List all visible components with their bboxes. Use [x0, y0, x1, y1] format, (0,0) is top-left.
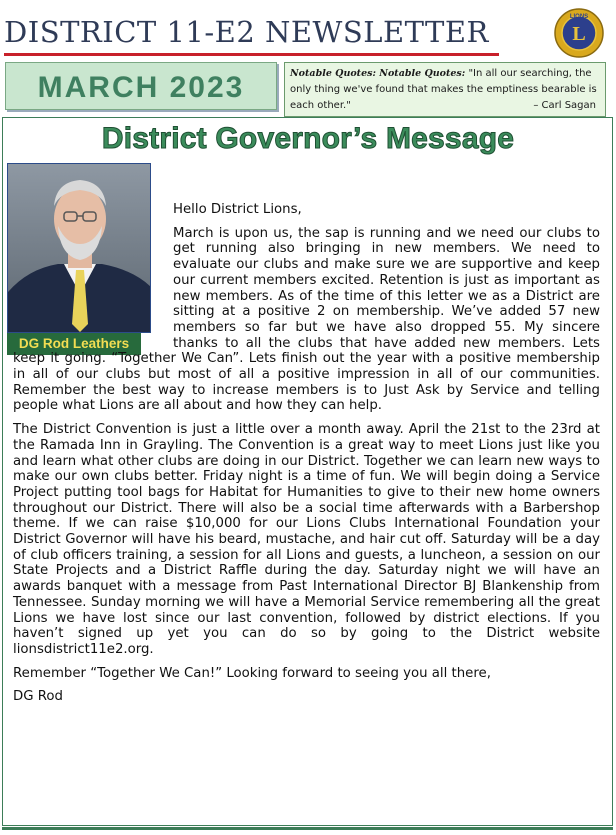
issue-date-box [5, 62, 277, 110]
article-heading: District Governor’s Message [101, 122, 515, 155]
signature: DG Rod [13, 689, 63, 705]
masthead-rule [4, 53, 499, 56]
article-body [13, 202, 600, 713]
paragraph-membership: March is upon us, the sap is running and we need our clubs to get running also bringing in new members. We need to evaluate our clubs and make sure we are supportive and keep our current members excited. Retention is just as important as new members. As of the time of this letter we as a District are sitting at a positive 2 on membership. We’ve added 57 new members so far but we have also dropped 55. My sincere thanks to all the clubs that have added new members. Lets keep it going. “Together We Can”. Lets finish out the year with a positive membership in all of our clubs but most of all a positive impression in all of our communities. Remember the best way to increase members is to Just Ask by Service and telling people what Lions are all about and how they can help. [13, 225, 600, 414]
logo-letter: L [572, 23, 586, 45]
newsletter-title: DISTRICT 11-E2 NEWSLETTER [4, 15, 489, 49]
paragraph-convention: The District Convention is just a little over a month away. April the 21st to the 23rd at the Ramada Inn in Grayling. The Convention is a great way to meet Lions just like you and learn what other clubs are doing in our District. Together we can learn new ways to make our own clubs better. Friday night is a time of fun. We will begin doing a Service Project putting tool bags for Habitat for Humanities to give to their new home owners throughout our District. There will also be a social time afterwards with a Barbershop theme. If we can raise $10,000 for our Lions Clubs International Foundation your District Governor will have his beard, mustache, and hair cut off. Saturday will be a day of club officers training, a session for all Lions and guests, a luncheon, a session on our State Projects and a District Raffle during the day. Saturday night we will have an awards banquet with a message from Past International Director BJ Blankenship from Tennessee. Sunday morning we will have a Memorial Service remembering all the great Lions we have lost since our last convention, followed by district elections. If you haven’t signed up yet you can do so by going to the District website lionsdistrict11e2.org. [13, 422, 600, 657]
issue-month: MARCH 2023 [37, 71, 245, 104]
photo-wrap-spacer [13, 202, 173, 337]
footer-rule [2, 827, 613, 830]
masthead [0, 0, 616, 62]
lions-logo-icon [553, 7, 605, 59]
quote-label: Notable Quotes: Notable Quotes: [290, 68, 466, 79]
photo-caption: DG Rod Leathers [7, 333, 141, 355]
logo-ring-text: LIONS [569, 14, 589, 20]
greeting: Hello District Lions, [173, 202, 302, 217]
quote-text: "In all our searching, the only thing we've found that makes the emptiness bearable is each other." [290, 68, 597, 111]
paragraph-closing: Remember “Together We Can!” Looking forward to seeing you all there, [13, 665, 491, 681]
quote-author: – Carl Sagan [533, 100, 596, 111]
notable-quote-box [284, 62, 606, 117]
